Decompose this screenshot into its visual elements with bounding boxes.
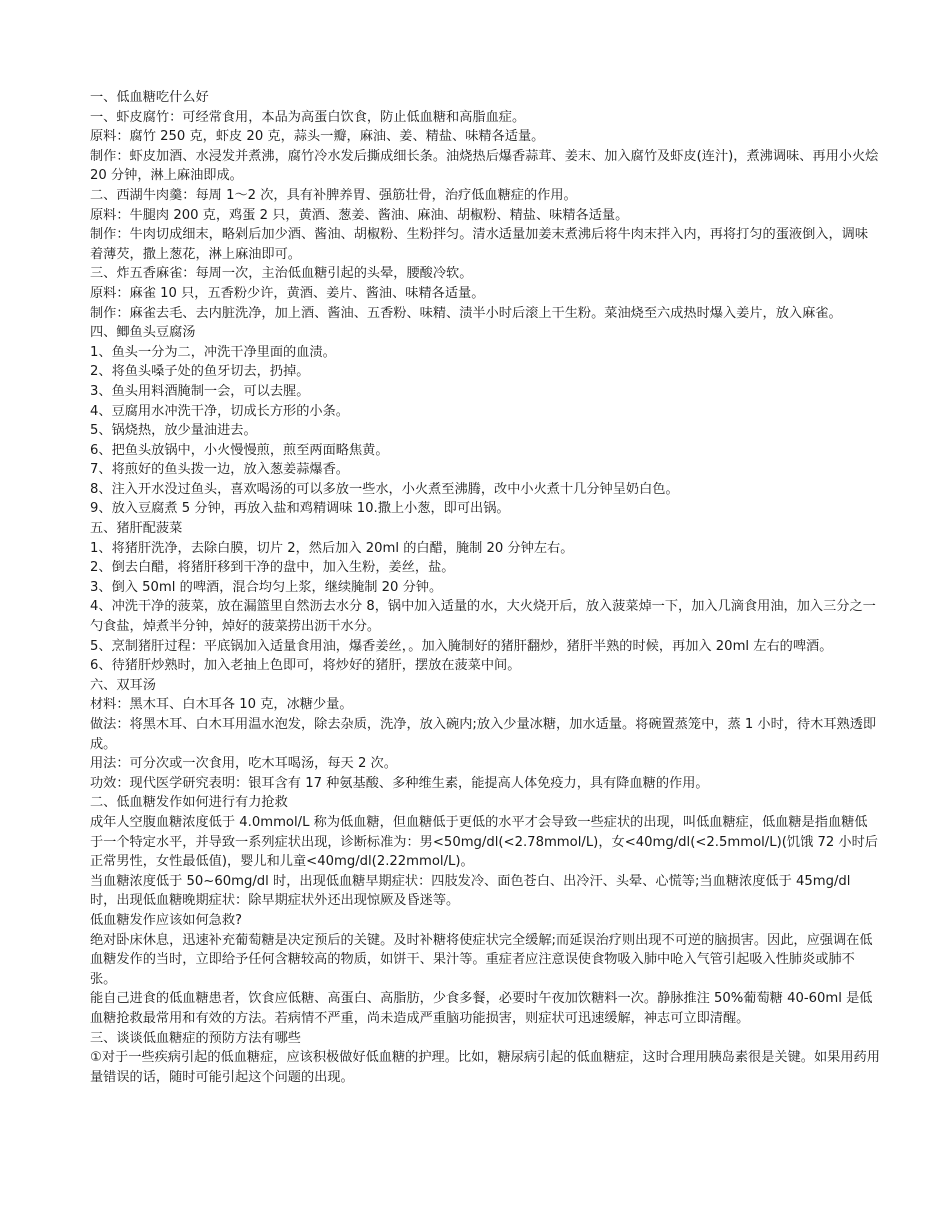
subheading: 低血糖发作应该如何急救? bbox=[90, 912, 243, 928]
body-paragraph: ①对于一些疾病引起的低血糖症，应该积极做好低血糖的护理。比如，糖尿病引起的低血糖症，这时合理用胰岛素很是关键。如果用药用量错误的话，随时可能引起这个问题的出现。 bbox=[90, 1050, 880, 1085]
section-heading: 一、低血糖吃什么好 bbox=[90, 90, 209, 105]
body-paragraph: 成年人空腹血糖浓度低于 4.0mmol/L 称为低血糖，但血糖低于更低的水平才会导致一些症状的出现，叫低血糖症，低血糖是指血糖低于一个特定水平，并导致一系列症状出现，诊断标准为：男<50mg/dl(<2.78mmol/L)，女<40mg/dl(<2.5mmol/L)(饥饿 72 小时后正常男性，女性最低值)，婴儿和儿童<40mg/dl(2.22mmol/L)。 bbox=[90, 814, 878, 870]
step-line: 1、鱼头一分为二，冲洗干净里面的血渍。 bbox=[90, 344, 336, 360]
step-line: 3、鱼头用料酒腌制一会，可以去腥。 bbox=[90, 383, 310, 399]
recipe-title: 五、猪肝配菠菜 bbox=[90, 521, 183, 537]
step-line: 5、锅烧热，放少量油进去。 bbox=[90, 423, 257, 439]
step-line: 6、把鱼头放锅中，小火慢慢煎，煎至两面略焦黄。 bbox=[90, 442, 389, 458]
recipe-title: 六、双耳汤 bbox=[90, 677, 156, 693]
usage-line: 用法：可分次或一次食用，吃木耳喝汤，每天 2 次。 bbox=[90, 756, 397, 772]
body-paragraph: 绝对卧床休息，迅速补充葡萄糖是决定预后的关键。及时补糖将使症状完全缓解;而延误治疗则出现不可逆的脑损害。因此，应强调在低血糖发作的当时，立即给予任何含糖较高的物质，如饼干、果汁等。重症者应注意误使食物吸入肺中呛入气管引起吸入性肺炎或肺不张。 bbox=[90, 932, 873, 987]
step-line: 9、放入豆腐煮 5 分钟，再放入盐和鸡精调味 10.撒上小葱，即可出锅。 bbox=[90, 501, 510, 517]
recipe-title: 四、鲫鱼头豆腐汤 bbox=[90, 325, 196, 341]
effect-line: 功效：现代医学研究表明：银耳含有 17 种氨基酸、多种维生素，能提高人体免疫力，具有降血糖的作用。 bbox=[90, 775, 709, 791]
ingredients-line: 材料：黑木耳、白木耳各 10 克，冰糖少量。 bbox=[90, 697, 353, 713]
document-body bbox=[90, 88, 880, 1087]
ingredients-line: 原料：牛腿肉 200 克，鸡蛋 2 只，黄酒、葱姜、酱油、麻油、胡椒粉、精盐、味精各适量。 bbox=[90, 207, 629, 223]
ingredients-line: 原料：腐竹 250 克，虾皮 20 克，蒜头一瓣，麻油、姜、精盐、味精各适量。 bbox=[90, 129, 545, 145]
step-line: 1、将猪肝洗净，去除白膜，切片 2，然后加入 20ml 的白醋，腌制 20 分钟左右。 bbox=[90, 540, 574, 556]
step-line: 6、待猪肝炒熟时，加入老抽上色即可，将炒好的猪肝，摆放在菠菜中间。 bbox=[90, 658, 521, 674]
method-paragraph: 制作：牛肉切成细末，略剁后加少酒、酱油、胡椒粉、生粉拌匀。清水适量加姜末煮沸后将牛肉末拌入内，再将打匀的蛋液倒入，调味着薄芡，撒上葱花，淋上麻油即可。 bbox=[90, 227, 869, 262]
step-line: 2、倒去白醋，将猪肝移到干净的盘中，加入生粉，姜丝，盐。 bbox=[90, 560, 455, 576]
step-line: 4、豆腐用水冲洗干净，切成长方形的小条。 bbox=[90, 403, 349, 419]
body-paragraph: 能自己进食的低血糖患者，饮食应低糖、高蛋白、高脂肪，少食多餐，必要时午夜加饮糖料一次。静脉推注 50%葡萄糖 40-60ml 是低血糖抢救最常用和有效的方法。若病情不严重，尚未造成严重脑功能损害，则症状可迅速缓解，神志可立即清醒。 bbox=[90, 991, 873, 1026]
ingredients-line: 原料：麻雀 10 只，五香粉少许，黄酒、姜片、酱油、味精各适量。 bbox=[90, 285, 485, 301]
section-heading: 三、谈谈低血糖症的预防方法有哪些 bbox=[90, 1030, 301, 1046]
recipe-title: 三、炸五香麻雀：每周一次，主治低血糖引起的头晕，腰酸冷软。 bbox=[90, 266, 473, 282]
step-line: 3、倒入 50ml 的啤酒，混合均匀上浆，继续腌制 20 分钟。 bbox=[90, 579, 443, 595]
method-paragraph: 做法：将黑木耳、白木耳用温水泡发，除去杂质，洗净，放入碗内;放入少量冰糖，加水适量。将碗置蒸笼中，蒸 1 小时，待木耳熟透即成。 bbox=[90, 717, 877, 752]
section-heading: 二、低血糖发作如何进行有力抢救 bbox=[90, 795, 288, 811]
recipe-title: 二、西湖牛肉羹：每周 1～2 次，具有补脾养胃、强筋壮骨，治疗低血糖症的作用。 bbox=[90, 187, 577, 203]
step-line: 4、冲洗干净的菠菜，放在漏篮里自然沥去水分 8，锅中加入适量的水，大火烧开后，放入菠菜焯一下，加入几滴食用油，加入三分之一勺食盐，焯煮半分钟，焯好的菠菜捞出沥干水分。 bbox=[90, 599, 876, 635]
step-line: 7、将煎好的鱼头拨一边，放入葱姜蒜爆香。 bbox=[90, 462, 349, 478]
step-line: 2、将鱼头嗓子处的鱼牙切去，扔掉。 bbox=[90, 364, 310, 380]
method-paragraph: 制作：麻雀去毛、去内脏洗净，加上酒、酱油、五香粉、味精、渍半小时后滚上干生粉。菜油烧至六成热时爆入姜片，放入麻雀。 bbox=[90, 305, 842, 321]
body-paragraph: 当血糖浓度低于 50~60mg/dl 时，出现低血糖早期症状：四肢发冷、面色苍白、出冷汗、头晕、心慌等;当血糖浓度低于 45mg/dl 时，出现低血糖晚期症状：除早期症状外还出现惊厥及昏迷等。 bbox=[90, 873, 851, 909]
step-line: 5、烹制猪肝过程：平底锅加入适量食用油，爆香姜丝，。加入腌制好的猪肝翻炒，猪肝半熟的时候，再加入 20ml 左右的啤酒。 bbox=[90, 638, 833, 654]
method-paragraph: 制作：虾皮加酒、水浸发并煮沸，腐竹冷水发后撕成细长条。油烧热后爆香蒜茸、姜末、加入腐竹及虾皮(连汁)，煮沸调味、再用小火烩 20 分钟，淋上麻油即成。 bbox=[90, 148, 879, 184]
step-line: 8、注入开水没过鱼头，喜欢喝汤的可以多放一些水，小火煮至沸腾，改中小火煮十几分钟呈奶白色。 bbox=[90, 481, 679, 497]
recipe-title: 一、虾皮腐竹：可经常食用，本品为高蛋白饮食，防止低血糖和高脂血症。 bbox=[90, 109, 526, 125]
